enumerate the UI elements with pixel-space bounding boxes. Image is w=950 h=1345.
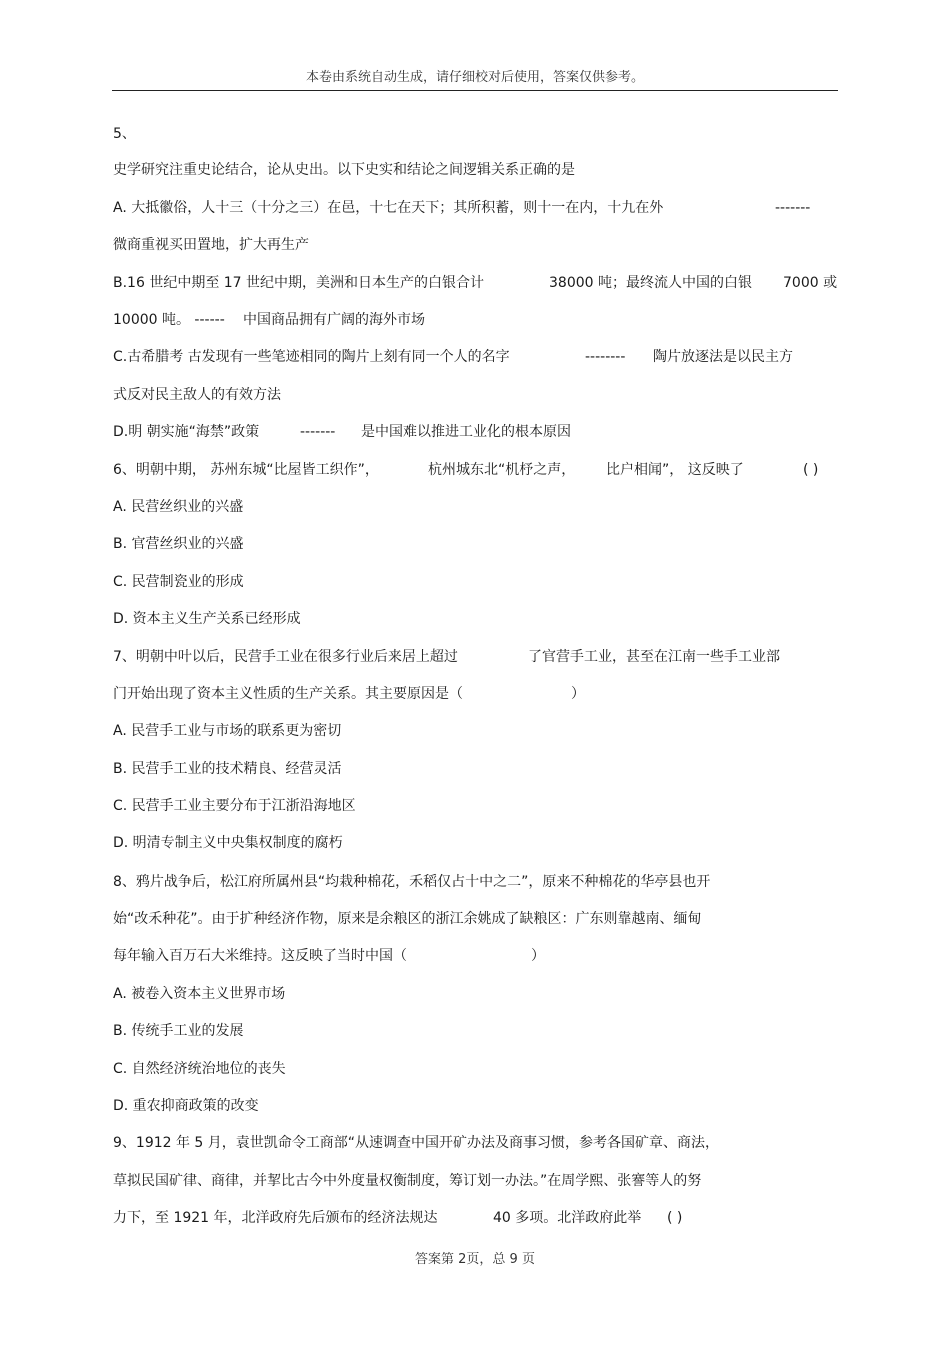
q6-option-a: A. 民营丝织业的兴盛	[113, 499, 244, 515]
q5-option-c-part1: C.古希腊考 古发现有一些笔迹相同的陶片上刻有同一个人的名字	[113, 349, 510, 365]
q7-stem-part2: 了官营手工业，甚至在江南一些手工业部	[528, 649, 780, 665]
q6-option-b: B. 官营丝织业的兴盛	[113, 536, 244, 552]
q6-stem	[113, 461, 837, 479]
q5-option-b-part3: 7000 或	[783, 275, 838, 291]
q7-answer-bracket: ）	[571, 686, 585, 702]
q8-stem-line2: 始“改禾种花”。由于扩种经济作物，原来是余粮区的浙江余姚成了缺粮区：广东则靠越南、缅甸	[113, 911, 702, 927]
q5-option-c-line1	[113, 348, 793, 366]
q7-option-a: A. 民营手工业与市场的联系更为密切	[113, 723, 342, 739]
q6-option-c: C. 民营制瓷业的形成	[113, 574, 244, 590]
q5-number: 5、	[113, 126, 136, 142]
q8-option-a: A. 被卷入资本主义世界市场	[113, 986, 286, 1002]
q6-stem-part1: 6、明朝中期， 苏州东城“比屋皆工织作”，	[113, 462, 379, 478]
page-footer: 答案第 2页，总 9 页	[415, 1252, 535, 1267]
q6-answer-bracket: ( )	[803, 462, 819, 478]
q8-stem-line1: 8、鸦片战争后，松江府所属州县“均栽种棉花，禾稻仅占十中之二”，原来不种棉花的华亭县也开	[113, 874, 711, 890]
q9-answer-bracket: ( )	[667, 1210, 683, 1226]
q9-stem-line2: 草拟民国矿律、商律，并挈比古今中外度量权衡制度，筹订划一办法。”在周学熙、张謇等人的努	[113, 1173, 702, 1189]
q6-stem-part2: 杭州城东北“机杼之声，	[428, 462, 576, 478]
q7-option-d: D. 明清专制主义中央集权制度的腐朽	[113, 835, 343, 851]
q7-stem-line1	[113, 648, 780, 666]
q5-option-a-line1	[113, 199, 811, 217]
q5-stem: 史学研究注重史论结合，论从史出。以下史实和结论之间逻辑关系正确的是	[113, 162, 575, 178]
q5-option-b-part2: 38000 吨；最终流人中国的白银	[549, 275, 752, 291]
q5-option-b-part5: 中国商品拥有广阔的海外市场	[243, 312, 425, 328]
q5-option-b-line2	[113, 311, 425, 329]
q5-option-c-part2: 陶片放逐法是以民主方	[653, 349, 793, 365]
q8-answer-bracket: ）	[531, 948, 545, 964]
q9-stem-part1: 力下，至 1921 年，北洋政府先后颁布的经济法规达	[113, 1210, 438, 1226]
q8-stem-part: 每年输入百万石大米维持。这反映了当时中国（	[113, 948, 407, 964]
q9-stem-line3	[113, 1209, 683, 1227]
q7-option-c: C. 民营手工业主要分布于江浙沿海地区	[113, 798, 356, 814]
q7-stem-line2	[113, 685, 585, 703]
q5-option-b-part4: 10000 吨。 ------	[113, 312, 225, 328]
q5-option-d-part2: 是中国难以推进工业化的根本原因	[361, 424, 571, 440]
q9-stem-line1: 9、1912 年 5 月，袁世凯命令工商部“从速调查中国开矿办法及商事习惯，参考各国矿章、商法，	[113, 1135, 720, 1151]
q5-option-c-dash: --------	[585, 349, 626, 365]
q7-option-b: B. 民营手工业的技术精良、经营灵活	[113, 761, 342, 777]
header-divider	[112, 90, 838, 91]
q5-option-d-line1	[113, 423, 571, 441]
q6-option-d: D. 资本主义生产关系已经形成	[113, 611, 301, 627]
q5-option-a-dash: -------	[775, 200, 811, 216]
q5-option-a-line2: 微商重视买田置地，扩大再生产	[113, 237, 309, 253]
q8-option-c: C. 自然经济统治地位的丧失	[113, 1061, 286, 1077]
q5-option-c-line2: 式反对民主敌人的有效方法	[113, 387, 281, 403]
q8-option-d: D. 重农抑商政策的改变	[113, 1098, 259, 1114]
q5-option-b-line1	[113, 274, 837, 292]
q8-option-b: B. 传统手工业的发展	[113, 1023, 244, 1039]
q7-stem-part3: 门开始出现了资本主义性质的生产关系。其主要原因是（	[113, 686, 463, 702]
q5-option-d-part1: D.明 朝实施“海禁”政策	[113, 424, 260, 440]
page-header: 本卷由系统自动生成，请仔细校对后使用，答案仅供参考。	[305, 70, 644, 85]
q5-option-d-dash: -------	[300, 424, 336, 440]
q5-option-b-part1: B.16 世纪中期至 17 世纪中期，美洲和日本生产的白银合计	[113, 275, 485, 291]
q9-stem-part2: 40 多项。北洋政府此举	[493, 1210, 642, 1226]
q6-stem-part3: 比户相闻”， 这反映了	[606, 462, 744, 478]
q8-stem-line3	[113, 947, 545, 965]
q5-option-a-text: A. 大抵徽俗，人十三（十分之三）在邑，十七在天下；其所积蓄，则十一在内，十九在外	[113, 200, 664, 216]
q7-stem-part1: 7、明朝中叶以后，民营手工业在很多行业后来居上超过	[113, 649, 458, 665]
